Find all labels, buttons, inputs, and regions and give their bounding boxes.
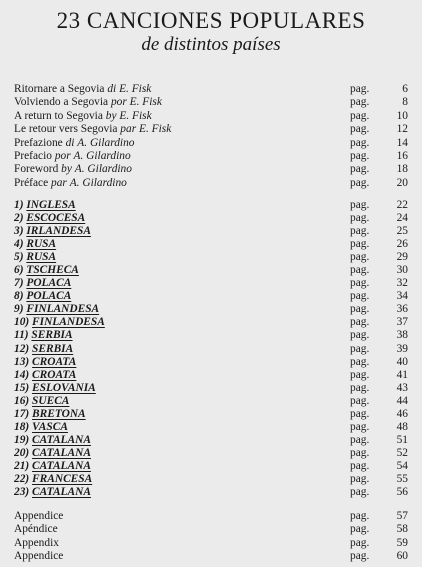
page-number: 39 <box>396 342 408 355</box>
pag-label: pag. <box>350 212 370 225</box>
song-label <box>14 382 350 395</box>
page-number: 18 <box>396 163 408 176</box>
pag-label: pag. <box>350 277 370 290</box>
page-number: 32 <box>396 277 408 290</box>
entry-by: by <box>61 163 72 176</box>
page-number: 58 <box>396 523 408 536</box>
entry-label <box>14 163 350 176</box>
toc-entry[interactable] <box>14 177 408 190</box>
song-entry[interactable] <box>14 212 408 225</box>
song-label <box>14 264 350 277</box>
song-label <box>14 225 350 238</box>
entry-label <box>14 177 350 190</box>
toc-entry[interactable] <box>14 83 408 96</box>
song-label <box>14 395 350 408</box>
song-entry[interactable] <box>14 277 408 290</box>
page-number: 60 <box>396 550 408 563</box>
song-number: 22) <box>14 472 30 485</box>
toc-entry[interactable] <box>14 137 408 150</box>
page-number: 57 <box>396 510 408 522</box>
pag-label: pag. <box>350 420 370 433</box>
appendix-entry[interactable] <box>14 510 408 523</box>
pag-label: pag. <box>350 433 370 446</box>
song-name: FRANCESA <box>32 472 93 485</box>
song-label <box>14 303 350 316</box>
page-number: 51 <box>396 433 408 446</box>
song-number: 6) <box>14 264 24 277</box>
entry-by: by <box>105 109 117 122</box>
pag-label: pag. <box>350 136 370 149</box>
pag-label: pag. <box>350 446 370 459</box>
song-entry[interactable] <box>14 369 408 382</box>
page-number: 59 <box>396 536 408 549</box>
song-number: 2) <box>14 212 24 225</box>
song-label <box>14 421 350 434</box>
song-entry[interactable] <box>14 434 408 447</box>
page-number: 20 <box>396 176 408 189</box>
song-label <box>14 212 350 225</box>
song-name: ESLOVANIA <box>32 381 96 394</box>
song-entry[interactable] <box>14 199 408 212</box>
song-entry[interactable] <box>14 290 408 303</box>
toc-entry[interactable] <box>14 110 408 123</box>
song-entry[interactable] <box>14 473 408 486</box>
page-subtitle: de distintos países <box>141 34 281 55</box>
song-name: VASCA <box>32 420 68 433</box>
pag-label: pag. <box>350 109 370 122</box>
appendix-list <box>14 510 408 564</box>
song-entry[interactable] <box>14 264 408 277</box>
page-number: 44 <box>396 394 408 407</box>
song-name: FINLANDESA <box>32 316 105 329</box>
song-entry[interactable] <box>14 460 408 473</box>
page-number: 12 <box>396 123 408 136</box>
pag-label: pag. <box>350 523 370 536</box>
pag-label: pag. <box>350 83 370 95</box>
entry-by: por <box>54 149 71 162</box>
entry-author: A. Gilardino <box>69 176 127 189</box>
song-entry[interactable] <box>14 421 408 434</box>
entry-label <box>14 110 350 123</box>
pag-label: pag. <box>350 290 370 303</box>
song-name: CATALANA <box>32 459 91 472</box>
song-label <box>14 369 350 382</box>
pag-label: pag. <box>350 225 370 238</box>
pag-label: pag. <box>350 329 370 342</box>
song-number: 8) <box>14 290 24 303</box>
appendix-label: Appendice <box>14 550 64 563</box>
entry-author: A. Gilardino <box>74 163 132 176</box>
page-number: 29 <box>396 251 408 264</box>
page-number: 16 <box>396 149 408 162</box>
song-number: 3) <box>14 225 24 238</box>
appendix-entry[interactable] <box>14 537 408 550</box>
song-number: 16) <box>14 394 30 407</box>
song-number: 4) <box>14 238 24 251</box>
song-number: 11) <box>14 329 29 342</box>
song-number: 13) <box>14 355 30 368</box>
page-number: 46 <box>396 407 408 420</box>
song-number: 15) <box>14 381 30 394</box>
song-entry[interactable] <box>14 251 408 264</box>
song-label <box>14 199 350 212</box>
page-number: 30 <box>396 264 408 277</box>
entry-author: A. Gilardino <box>77 136 135 149</box>
song-entry[interactable] <box>14 238 408 251</box>
song-name: TSCHECA <box>26 264 79 277</box>
pag-label: pag. <box>350 238 370 251</box>
page-number: 22 <box>396 199 408 211</box>
song-number: 18) <box>14 420 30 433</box>
pag-label: pag. <box>350 394 370 407</box>
song-number: 10) <box>14 316 30 329</box>
song-number: 1) <box>14 199 24 211</box>
page-number: 54 <box>396 459 408 472</box>
pag-label: pag. <box>350 264 370 277</box>
song-number: 20) <box>14 446 30 459</box>
page-number: 43 <box>396 381 408 394</box>
song-entry[interactable] <box>14 382 408 395</box>
appendix-label: Apéndice <box>14 523 58 536</box>
page-number: 26 <box>396 238 408 251</box>
pag-label: pag. <box>350 342 370 355</box>
song-label <box>14 473 350 486</box>
entry-title: Préface <box>14 176 49 189</box>
song-label <box>14 290 350 303</box>
pag-label: pag. <box>350 96 370 109</box>
page-number: 56 <box>396 486 408 499</box>
song-name: FINLANDESA <box>26 303 100 316</box>
song-label <box>14 486 350 499</box>
page-number: 25 <box>396 225 408 238</box>
song-name: INGLESA <box>26 199 76 211</box>
song-name: CATALANA <box>32 486 91 499</box>
song-label <box>14 238 350 251</box>
song-name: IRLANDESA <box>26 225 91 238</box>
song-entry[interactable] <box>14 225 408 238</box>
pag-label: pag. <box>350 149 370 162</box>
appendix-entry[interactable] <box>14 523 408 536</box>
song-number: 19) <box>14 433 30 446</box>
appendix-label: Appendix <box>14 536 59 549</box>
song-entry[interactable] <box>14 408 408 421</box>
songs-list <box>14 199 408 499</box>
song-name: BRETONA <box>32 407 86 420</box>
page-number: 40 <box>396 355 408 368</box>
song-name: ESCOCESA <box>26 212 86 225</box>
song-name: CROATA <box>32 355 77 368</box>
pag-label: pag. <box>350 368 370 381</box>
song-label <box>14 251 350 264</box>
entry-by: par <box>120 123 137 136</box>
entry-title: Prefacio <box>14 149 52 162</box>
entry-title: Ritornare a Segovia <box>14 83 105 95</box>
song-entry[interactable] <box>14 329 408 342</box>
appendix-label: Appendice <box>14 510 64 522</box>
song-name: CATALANA <box>32 433 91 446</box>
pag-label: pag. <box>350 472 370 485</box>
page-title: 23 CANCIONES POPULARES <box>56 8 366 33</box>
song-entry[interactable] <box>14 395 408 408</box>
song-label <box>14 434 350 447</box>
song-name: POLACA <box>26 277 72 290</box>
song-number: 12) <box>14 342 30 355</box>
pag-label: pag. <box>350 550 370 563</box>
toc-entry[interactable] <box>14 150 408 163</box>
song-name: SERBIA <box>31 329 73 342</box>
entry-label <box>14 123 350 136</box>
pag-label: pag. <box>350 536 370 549</box>
page-number: 10 <box>396 109 408 122</box>
page-number: 55 <box>396 472 408 485</box>
pag-label: pag. <box>350 123 370 136</box>
entry-author: E. Fisk <box>129 96 162 109</box>
song-entry[interactable] <box>14 303 408 316</box>
pag-label: pag. <box>350 163 370 176</box>
entry-by: di <box>107 83 117 95</box>
song-label <box>14 277 350 290</box>
entry-label <box>14 96 350 109</box>
song-label <box>14 316 350 329</box>
pag-label: pag. <box>350 355 370 368</box>
pag-label: pag. <box>350 199 370 211</box>
toc-entry[interactable] <box>14 123 408 136</box>
pag-label: pag. <box>350 303 370 316</box>
page-number: 24 <box>396 212 408 225</box>
appendix-entry[interactable] <box>14 550 408 563</box>
song-number: 23) <box>14 486 30 499</box>
entry-author: A. Gilardino <box>73 149 131 162</box>
song-entry[interactable] <box>14 316 408 329</box>
pag-label: pag. <box>350 316 370 329</box>
page-number: 36 <box>396 303 408 316</box>
song-name: RUSA <box>26 238 57 251</box>
song-label <box>14 408 350 421</box>
song-number: 21) <box>14 459 30 472</box>
entry-title: Volviendo a Segovia <box>14 96 109 109</box>
toc-entry[interactable] <box>14 96 408 109</box>
pag-label: pag. <box>350 486 370 499</box>
pag-label: pag. <box>350 459 370 472</box>
song-label <box>14 343 350 356</box>
song-number: 5) <box>14 251 24 264</box>
song-label <box>14 356 350 369</box>
song-entry[interactable] <box>14 356 408 369</box>
song-name: RUSA <box>26 251 57 264</box>
pag-label: pag. <box>350 407 370 420</box>
song-name: SUECA <box>32 394 70 407</box>
song-entry[interactable] <box>14 447 408 460</box>
pag-label: pag. <box>350 381 370 394</box>
page-number: 48 <box>396 420 408 433</box>
page-number: 6 <box>402 83 408 95</box>
song-entry[interactable] <box>14 343 408 356</box>
entry-author: E. Fisk <box>119 109 152 122</box>
page-number: 8 <box>402 96 408 109</box>
song-label <box>14 447 350 460</box>
song-name: POLACA <box>26 290 72 303</box>
entry-by: di <box>65 136 75 149</box>
entry-label <box>14 83 350 96</box>
entry-label <box>14 150 350 163</box>
page-number: 41 <box>396 368 408 381</box>
entry-author: E. Fisk <box>119 83 152 95</box>
entry-label <box>14 137 350 150</box>
song-number: 14) <box>14 368 30 381</box>
pag-label: pag. <box>350 176 370 189</box>
song-label <box>14 329 350 342</box>
page-number: 52 <box>396 446 408 459</box>
song-number: 9) <box>14 303 24 316</box>
song-number: 7) <box>14 277 24 290</box>
page-number: 34 <box>396 290 408 303</box>
pag-label: pag. <box>350 251 370 264</box>
song-label <box>14 460 350 473</box>
pag-label: pag. <box>350 510 370 522</box>
entry-title: Foreword <box>14 163 59 176</box>
entry-title: Prefazione <box>14 136 63 149</box>
song-entry[interactable] <box>14 486 408 499</box>
page-number: 14 <box>396 136 408 149</box>
page-number: 37 <box>396 316 408 329</box>
page-number: 38 <box>396 329 408 342</box>
entry-title: A return to Segovia <box>14 109 103 122</box>
entry-title: Le retour vers Segovia <box>14 123 118 136</box>
song-name: CROATA <box>32 368 77 381</box>
entry-author: E. Fisk <box>138 123 172 136</box>
entry-by: par <box>51 176 67 189</box>
toc-entry[interactable] <box>14 163 408 176</box>
song-name: SERBIA <box>32 342 74 355</box>
song-name: CATALANA <box>32 446 91 459</box>
entry-by: por <box>110 96 127 109</box>
intro-list <box>14 83 408 190</box>
song-number: 17) <box>14 407 30 420</box>
